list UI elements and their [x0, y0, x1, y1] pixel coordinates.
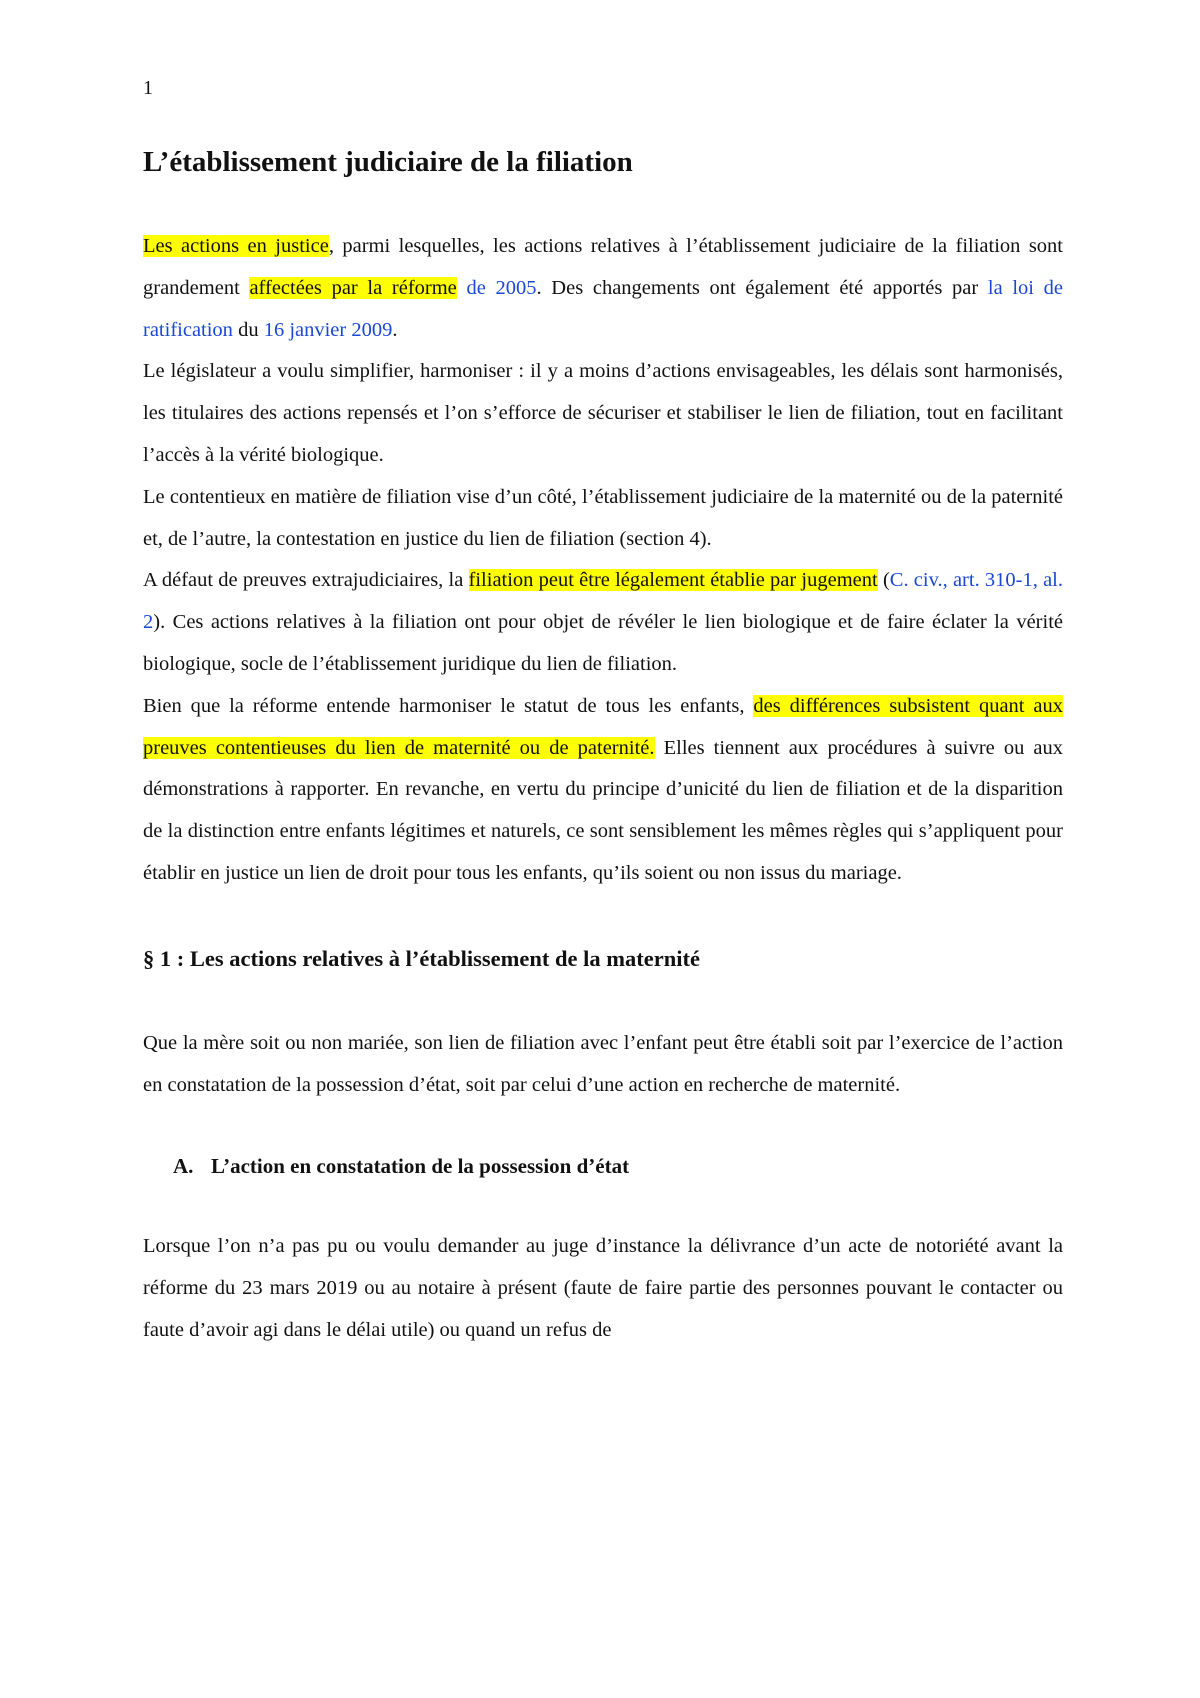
document-title: L’établissement judiciaire de la filiation: [143, 146, 633, 178]
subsection-title-text: L’action en constatation de la possession d’état: [211, 1154, 630, 1179]
text-run: du: [232, 318, 264, 341]
highlight: Les actions en justice: [143, 235, 329, 257]
subsection-heading: [173, 1146, 1063, 1186]
text-run: .: [392, 318, 398, 341]
intro-paragraph-5: [143, 686, 1063, 895]
reference-link[interactable]: 16 janvier 2009: [263, 318, 393, 341]
page-number: 1: [143, 77, 153, 99]
highlight: filiation peut être légalement établie par jugement: [468, 569, 878, 592]
intro-paragraph-4: [143, 560, 1063, 685]
highlight: des différences subsistent quant aux preuves contentieuses du lien de maternité ou de paternité.: [143, 694, 1063, 759]
text-run: A défaut de preuves extrajudiciaires, la: [143, 569, 469, 592]
reference-link[interactable]: de 2005: [466, 276, 537, 299]
text-run: . Des changements ont également été apportés par: [536, 276, 988, 299]
reference-link[interactable]: C. civ., art. 310-1, al. 2: [143, 569, 1063, 634]
reference-link[interactable]: la loi de ratification: [143, 276, 1064, 341]
intro-paragraph-1: [143, 226, 1063, 351]
intro-paragraph-2: Le législateur a voulu simplifier, harmoniser : il y a moins d’actions envisageables, les délais sont harmonisés, les titulaires des actions repensés et l’on s’efforce de sécuriser et stabiliser le lien de filiation, tout en facilitant l’accès à la vérité biologique.: [143, 360, 1063, 466]
section-paragraph-2: Lorsque l’on n’a pas pu ou voulu demander au juge d’instance la délivrance d’un acte de notoriété avant la réforme du 23 mars 2019 ou au notaire à présent (faute de faire partie des personnes pouvant le contacter ou faute d’avoir agi dans le délai utile) ou quand un refus de: [143, 1235, 1063, 1341]
text-run: , parmi lesquelles, les actions relatives à l’établissement judiciaire de la filiation sont grandement: [143, 235, 1063, 299]
text-run: Elles tiennent aux procédures à suivre ou aux démonstrations à rapporter. En revanche, en vertu du principe d’unicité du lien de filiation et de la disparition de la distinction entre enfants légitimes et naturels, ce sont sensiblement les mêmes règles qui s’appliquent pour établir en justice un lien de droit pour tous les enfants, qu’ils soient ou non issus du mariage.: [143, 736, 1063, 884]
intro-paragraph-3: Le contentieux en matière de filiation vise d’un côté, l’établissement judiciaire de la maternité ou de la paternité et, de l’autre, la contestation en justice du lien de filiation (section 4).: [143, 485, 1063, 550]
text-run: Bien que la réforme entende harmoniser le statut de tous les enfants,: [143, 694, 754, 717]
subsection-letter: A.: [173, 1154, 194, 1179]
highlight: affectées par la réforme: [249, 276, 457, 299]
text-run: (: [877, 569, 890, 592]
section-heading: § 1 : Les actions relatives à l’établissement de la maternité: [143, 945, 700, 971]
section-paragraph-1: Que la mère soit ou non mariée, son lien de filiation avec l’enfant peut être établi soit par l’exercice de l’action en constatation de la possession d’état, soit par celui d’une action en recherche de maternité.: [143, 1031, 1063, 1096]
text-run: ). Ces actions relatives à la filiation ont pour objet de révéler le lien biologique et de faire éclater la vérité biologique, socle de l’établissement juridique du lien de filiation.: [143, 611, 1063, 675]
document-body: [143, 142, 1063, 1352]
